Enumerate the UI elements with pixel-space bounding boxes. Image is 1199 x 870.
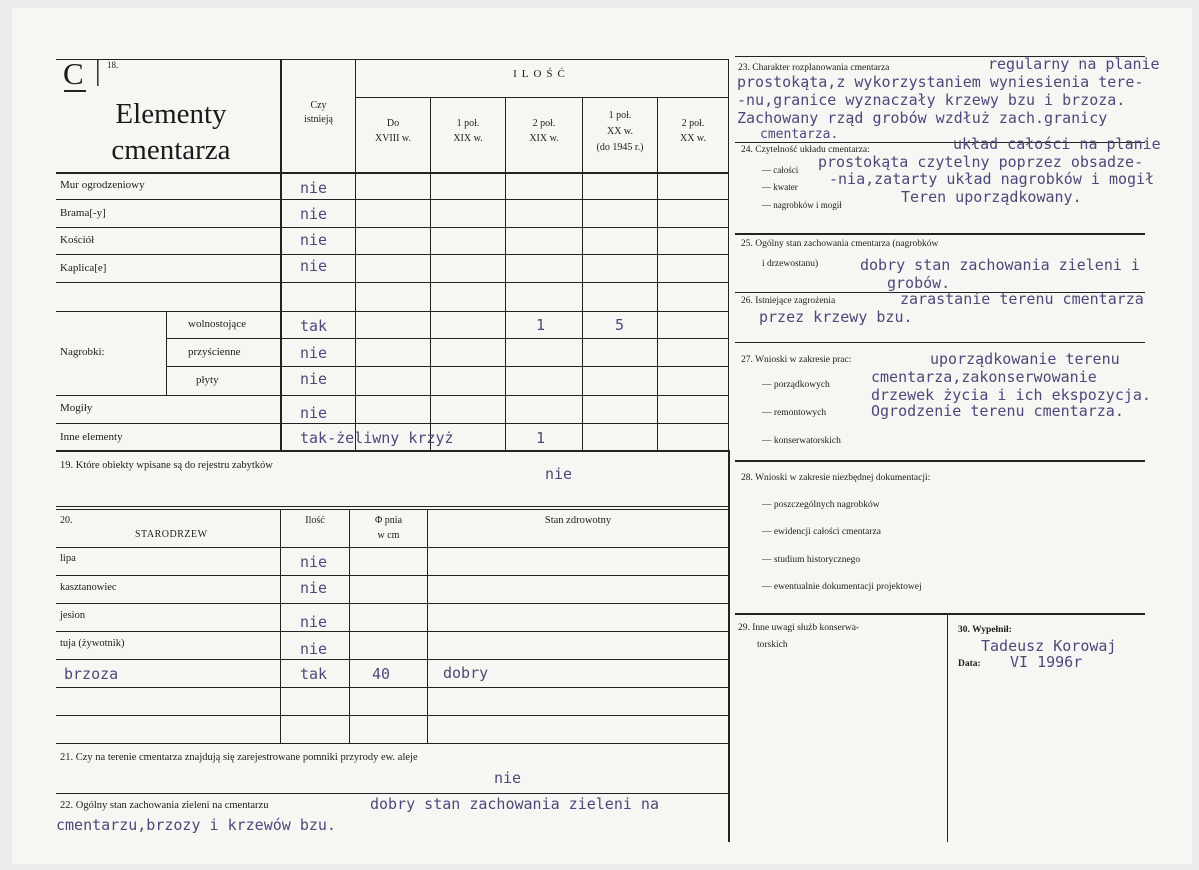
q28-item-3: — studium historycznego (762, 555, 861, 565)
tree-qty-kasztanowiec: nie (300, 579, 328, 597)
ilosc-header: ILOŚĆ (513, 68, 570, 80)
inne-q-2pol-xix: 1 (536, 429, 546, 447)
q28-item-2: — ewidencji całości cmentarza (762, 527, 881, 537)
tree-diam-brzoza: 40 (372, 665, 391, 683)
q27-label: 27. Wnioski w zakresie prac: (741, 355, 852, 365)
mogily-label: Mogiły (60, 402, 93, 414)
nagrobki-wolnostojace-q-2pol-xix: 1 (536, 316, 546, 334)
tree-qty-jesion: nie (300, 613, 328, 631)
nagrobki-przyscienne-label: przyścienne (188, 346, 241, 358)
row-label-mur: Mur ogrodzeniowy (60, 179, 145, 191)
q26-line1: zarastanie terenu cmentarza (900, 290, 1144, 308)
q27-sub-konserwatorskich: — konserwatorskich (762, 436, 841, 446)
card-letter: C (63, 56, 84, 91)
q30-date: VI 1996r (1010, 653, 1083, 671)
q21-label: 21. Czy na terenie cmentarza znajdują się zarejestrowane pomniki przyrody ew. aleje (60, 752, 418, 763)
period-3-l1: 2 poł. (532, 118, 556, 129)
period-4-l1: 1 poł. (608, 110, 632, 121)
q28-label: 28. Wnioski w zakresie niezbędnej dokumentacji: (741, 473, 931, 483)
nagrobki-przyscienne-value: nie (300, 344, 328, 362)
q24-line4: Teren uporządkowany. (901, 188, 1082, 206)
q29-label-line1: 29. Inne uwagi służb konserwa- (738, 623, 860, 633)
q24-line1: układ całości na planie (953, 135, 1161, 153)
period-5-l2: XX w. (679, 133, 706, 144)
period-4-l2: XX w. (606, 126, 633, 137)
tree-state-brzoza: dobry (443, 664, 489, 682)
q27-line3: drzewek życia i ich ekspozycja. (871, 386, 1151, 404)
row-value-brama: nie (300, 205, 328, 223)
q27-line4: Ogrodzenie terenu cmentarza. (871, 402, 1124, 420)
period-2-l1: 1 poł. (456, 118, 480, 129)
row-value-kosciol: nie (300, 231, 328, 249)
letter-separator: | (95, 56, 101, 87)
period-5-l1: 2 poł. (681, 118, 705, 129)
row-label-brama: Brama[-y] (60, 207, 106, 219)
q25-line1: dobry stan zachowania zieleni i (860, 256, 1140, 274)
nagrobki-wolnostojace-value: tak (300, 317, 328, 335)
nagrobki-wolnostojace-q-1pol-xx: 5 (615, 316, 625, 334)
tree-name-kasztanowiec: kasztanowiec (60, 582, 117, 593)
nagrobki-plyty-value: nie (300, 370, 328, 388)
period-1-l1: Do (386, 118, 400, 129)
row-value-mur: nie (300, 179, 328, 197)
inne-value: tak-żeliwny krzyż (300, 429, 454, 447)
q25-label-line1: 25. Ogólny stan zachowania cmentarza (nagrobków (741, 239, 939, 249)
trees-col-pnia-l2: w cm (377, 530, 400, 541)
trees-col-pnia-l1: Φ pnia (374, 515, 403, 526)
nagrobki-wolnostojace-label: wolnostojące (188, 318, 247, 330)
tree-name-jesion: jesion (60, 610, 86, 621)
q25-label-line2: i drzewostanu) (762, 259, 819, 269)
period-1-l2: XVIII w. (374, 133, 411, 144)
q22-label: 22. Ogólny stan zachowania zieleni na cmentarzu (60, 800, 269, 811)
mogily-value: nie (300, 404, 328, 422)
nagrobki-plyty-label: płyty (196, 374, 219, 386)
trees-number: 20. (60, 515, 73, 526)
q24-sub-nagrobkow: — nagrobków i mogił (762, 200, 842, 210)
q22-answer-line1: dobry stan zachowania zieleni na (370, 795, 659, 813)
q19-answer: nie (545, 465, 573, 483)
title-line2: cmentarza (111, 134, 231, 166)
row-value-kaplica: nie (300, 257, 328, 275)
q25-line2: grobów. (887, 274, 951, 292)
row-label-kaplica: Kaplica[e] (60, 262, 107, 274)
czy-istnieja-l1: Czy (310, 100, 327, 111)
q26-label: 26. Istniejące zagrożenia (741, 296, 836, 306)
q24-sub-calosci: — całości (762, 165, 799, 175)
period-2-l2: XIX w. (453, 133, 483, 144)
inne-label: Inne elementy (60, 431, 123, 443)
tree-qty-brzoza: tak (300, 665, 328, 683)
czy-istnieja-l2: istnieją (304, 114, 333, 125)
period-3-l2: XIX w. (529, 133, 559, 144)
tree-name-tuja: tuja (żywotnik) (60, 638, 125, 649)
q30-date-label: Data: (958, 659, 981, 669)
q24-line2: prostokąta czytelny poprzez obsadze- (818, 153, 1144, 171)
row-label-kosciol: Kościół (60, 234, 95, 246)
q24-label: 24. Czytelność układu cmentarza: (741, 145, 870, 155)
trees-title: STARODRZEW (135, 529, 208, 540)
trees-col-ilosc: Ilość (305, 515, 325, 526)
q23-line3: -nu,granice wyznaczały krzewy bzu i brzoza. (737, 91, 1126, 109)
title-line1: Elementy (115, 98, 227, 130)
q30-name: Tadeusz Korowaj (981, 637, 1117, 655)
nagrobki-label: Nagrobki: (60, 346, 105, 358)
tree-name-brzoza: brzoza (64, 665, 119, 683)
q19-label: 19. Które obiekty wpisane są do rejestru zabytków (60, 460, 273, 471)
q22-answer-line2: cmentarzu,brzozy i krzewów bzu. (56, 816, 336, 834)
q21-answer: nie (494, 769, 522, 787)
q23-label: 23. Charakter rozplanowania cmentarza (738, 63, 890, 73)
q23-line2: prostokąta,z wykorzystaniem wyniesienia tere- (737, 73, 1144, 91)
section-number: 18. (107, 60, 119, 70)
q28-item-4: — ewentualnie dokumentacji projektowej (762, 582, 922, 592)
q24-sub-kwater: — kwater (762, 182, 798, 192)
q27-line2: cmentarza,zakonserwowanie (871, 368, 1097, 386)
q23-line5: cmentarza. (760, 127, 839, 142)
q26-line2: przez krzewy bzu. (759, 308, 913, 326)
tree-qty-lipa: nie (300, 553, 328, 571)
q30-label: 30. Wypełnił: (958, 625, 1012, 635)
q24-line3: -nia,zatarty układ nagrobków i mogił (829, 170, 1155, 188)
q27-sub-remontowych: — remontowych (762, 408, 827, 418)
q27-sub-porzadkowych: — porządkowych (762, 380, 830, 390)
q29-label-line2: torskich (757, 640, 788, 650)
q23-line1: regularny na planie (988, 55, 1160, 73)
q28-item-1: — poszczególnych nagrobków (762, 500, 880, 510)
tree-name-lipa: lipa (60, 553, 76, 564)
tree-qty-tuja: nie (300, 640, 328, 658)
q27-line1: uporządkowanie terenu (930, 350, 1120, 368)
q23-line4: Zachowany rząd grobów wzdłuż zach.granicy (737, 109, 1108, 127)
trees-col-stan: Stan zdrowotny (544, 515, 612, 526)
period-4-l3: (do 1945 r.) (596, 142, 644, 153)
